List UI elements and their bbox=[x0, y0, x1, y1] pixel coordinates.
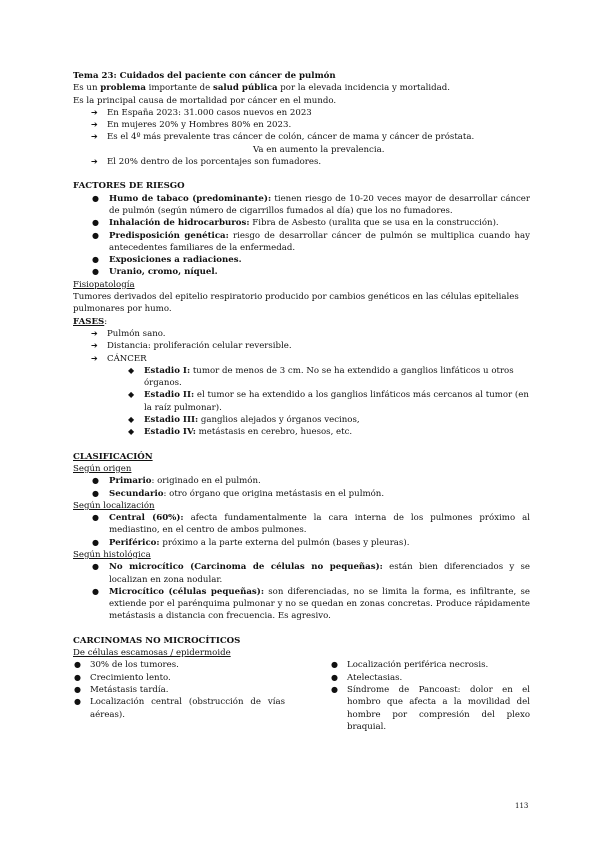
page-number: 113 bbox=[515, 802, 529, 810]
item-text: están bien diferenciados y se localizan en zona nodular. bbox=[109, 562, 530, 585]
page-title: Tema 23: Cuidados del paciente con cáncer de pulmón bbox=[73, 71, 336, 81]
item-text: Fibra de Asbesto (uralita que se usa en la construcción). bbox=[249, 218, 499, 229]
bullet-icon: ● bbox=[74, 697, 81, 707]
arrow-icon: ➔ bbox=[91, 132, 98, 142]
list-item bbox=[73, 217, 530, 229]
bullet-icon: ● bbox=[74, 684, 81, 694]
arrow-icon: ➔ bbox=[91, 341, 98, 351]
intro-text: por la elevada incidencia y mortalidad. bbox=[277, 83, 450, 94]
list-item-text: Distancia: proliferación celular reversible. bbox=[107, 341, 292, 352]
document-page bbox=[73, 70, 530, 733]
diamond-icon: ◆ bbox=[128, 427, 135, 437]
item-bold: No microcítico (Carcinoma de células no pequeñas): bbox=[109, 562, 383, 573]
localizacion-list bbox=[73, 512, 530, 549]
escamosas-list-left bbox=[73, 659, 285, 720]
item-text: próximo a la parte externa del pulmón (bases y pleuras). bbox=[159, 537, 410, 548]
bullet-icon: ● bbox=[74, 672, 81, 682]
item-text: tumor de menos de 3 cm. No se ha extendido a ganglios linfáticos u otros órganos. bbox=[144, 365, 514, 389]
bullet-icon: ● bbox=[92, 562, 99, 572]
subheading-origen: Según origen bbox=[73, 463, 132, 474]
intro-text: Es un bbox=[73, 83, 101, 94]
section-heading-carcinomas: CARCINOMAS NO MICROCÍTICOS bbox=[73, 635, 241, 646]
item-bold: Central (60%): bbox=[109, 513, 184, 524]
diamond-icon: ◆ bbox=[128, 365, 135, 375]
item-text: tienen riesgo de 10-20 veces mayor de desarrollar cáncer de pulmón (según número de cigarrillos fumados al día) que los no fumadores. bbox=[109, 193, 530, 216]
item-bold: Estadio IV: bbox=[144, 427, 196, 438]
intro-bold: problema bbox=[100, 83, 146, 94]
bullet-icon: ● bbox=[92, 476, 99, 486]
histologica-list bbox=[73, 561, 530, 622]
bullet-icon: ● bbox=[92, 488, 99, 498]
list-item bbox=[330, 659, 530, 671]
list-item-text: Pulmón sano. bbox=[107, 328, 166, 339]
list-item-text: Síndrome de Pancoast: dolor en el hombro que afecta a la movilidad del hombre por compresión del plexo braquial. bbox=[347, 684, 530, 732]
list-item bbox=[73, 328, 530, 340]
item-bold: Estadio II: bbox=[144, 390, 195, 401]
bullet-icon: ● bbox=[92, 586, 99, 596]
origen-list bbox=[73, 475, 530, 500]
list-item bbox=[330, 672, 530, 684]
fases-label: FASES bbox=[73, 316, 105, 327]
list-item bbox=[73, 107, 530, 119]
list-item-text: Localización central (obstrucción de vías aéreas). bbox=[90, 697, 285, 720]
fisio-text: Tumores derivados del epitelio respiratorio producido por cambios genéticos en las células epiteliales pulmonares por humo. bbox=[73, 292, 519, 315]
list-item bbox=[73, 389, 530, 414]
section-heading-risk: FACTORES DE RIESGO bbox=[73, 181, 185, 192]
list-item bbox=[73, 131, 530, 143]
list-item-text: El 20% dentro de los porcentajes son fumadores. bbox=[107, 157, 322, 168]
bullet-icon: ● bbox=[92, 267, 99, 277]
list-item-text: Atelectasias. bbox=[347, 672, 403, 683]
section-heading-fases bbox=[73, 316, 530, 328]
list-item bbox=[73, 119, 530, 131]
intro-bold: salud pública bbox=[213, 83, 278, 94]
column-right bbox=[330, 659, 530, 733]
arrow-icon: ➔ bbox=[91, 157, 98, 167]
bullet-icon: ● bbox=[331, 684, 338, 694]
item-bold: Periférico: bbox=[109, 537, 160, 548]
stats-list-tail bbox=[73, 156, 530, 168]
item-bold: Predisposición genética: bbox=[109, 230, 229, 241]
list-item bbox=[73, 696, 285, 721]
list-item-text: Crecimiento lento. bbox=[90, 672, 171, 683]
list-item bbox=[73, 537, 530, 549]
list-item-text: 30% de los tumores. bbox=[90, 660, 179, 671]
escamosas-list-right bbox=[330, 659, 530, 733]
item-text: metástasis en cerebro, huesos, etc. bbox=[195, 427, 353, 438]
bullet-icon: ● bbox=[92, 230, 99, 240]
stats-list bbox=[73, 107, 530, 144]
intro-line-1 bbox=[73, 82, 530, 94]
arrow-icon: ➔ bbox=[91, 107, 98, 117]
intro-line-2: Es la principal causa de mortalidad por cáncer en el mundo. bbox=[73, 95, 337, 106]
item-bold: Uranio, cromo, níquel. bbox=[109, 267, 218, 278]
list-item bbox=[73, 426, 530, 438]
subheading-histologica: Según histológica bbox=[73, 549, 151, 560]
list-item-text: En mujeres 20% y Hombres 80% en 2023. bbox=[107, 120, 292, 131]
item-bold: Humo de tabaco (predominante): bbox=[109, 193, 272, 204]
item-text: : otro órgano que origina metástasis en el pulmón. bbox=[163, 488, 385, 499]
item-bold: Inhalación de hidrocarburos: bbox=[109, 218, 250, 229]
fases-list bbox=[73, 328, 530, 365]
list-item bbox=[73, 561, 530, 586]
item-bold: Microcítico (células pequeñas): bbox=[109, 586, 265, 597]
list-item-text: Metástasis tardía. bbox=[90, 684, 169, 695]
list-item bbox=[73, 156, 530, 168]
item-text: afecta fundamentalmente la cara interna de los pulmones próximo al mediastino, en el centro de ambos pulmones. bbox=[109, 513, 530, 536]
list-item bbox=[73, 340, 530, 352]
list-item bbox=[73, 353, 530, 365]
list-item bbox=[73, 684, 285, 696]
list-item bbox=[330, 684, 530, 733]
intro-text: importante de bbox=[145, 83, 214, 94]
list-item bbox=[73, 672, 285, 684]
bullet-icon: ● bbox=[331, 672, 338, 682]
diamond-icon: ◆ bbox=[128, 415, 135, 425]
bullet-icon: ● bbox=[92, 513, 99, 523]
bullet-icon: ● bbox=[74, 660, 81, 670]
subheading-localizacion: Según localización bbox=[73, 500, 155, 511]
list-item bbox=[73, 475, 530, 487]
fases-colon: : bbox=[104, 316, 108, 327]
list-item bbox=[73, 365, 530, 390]
arrow-icon: ➔ bbox=[91, 328, 98, 338]
section-heading-fisio: Fisiopatología bbox=[73, 279, 135, 290]
section-heading-clasificacion: CLASIFICACIÓN bbox=[73, 451, 153, 462]
list-item bbox=[73, 488, 530, 500]
arrow-icon: ➔ bbox=[91, 120, 98, 130]
bullet-icon: ● bbox=[331, 660, 338, 670]
list-item bbox=[73, 414, 530, 426]
list-item bbox=[73, 230, 530, 255]
list-item bbox=[73, 659, 285, 671]
item-bold: Estadio III: bbox=[144, 415, 199, 426]
item-text: son diferenciadas, no se limita la forma, es infiltrante, se extiende por el parénquima pulmonar y no se quedan en zonas concretas. Produce rápidamente metástasis a distancia con frecuencia. Es agresivo. bbox=[109, 586, 530, 622]
list-item bbox=[73, 193, 530, 218]
list-item-text: Localización periférica necrosis. bbox=[347, 660, 489, 671]
item-text: riesgo de desarrollar cáncer de pulmón se multiplica cuando hay antecedentes familiares de la enfermedad. bbox=[109, 230, 530, 253]
risk-list bbox=[73, 193, 530, 279]
item-text: ganglios alejados y órganos vecinos, bbox=[198, 415, 360, 426]
two-column-block bbox=[73, 659, 530, 733]
list-item-text: CÁNCER bbox=[107, 353, 147, 364]
subheading-escamosas: De células escamosas / epidermoide bbox=[73, 648, 231, 659]
arrow-icon: ➔ bbox=[91, 353, 98, 363]
item-bold: Exposiciones a radiaciones. bbox=[109, 255, 242, 266]
bullet-icon: ● bbox=[92, 193, 99, 203]
stages-list bbox=[73, 365, 530, 439]
list-item bbox=[73, 586, 530, 623]
list-item bbox=[73, 266, 530, 278]
stats-center-note: Va en aumento la prevalencia. bbox=[253, 144, 385, 155]
list-item-text: En España 2023: 31.000 casos nuevos en 2023 bbox=[107, 107, 312, 118]
bullet-icon: ● bbox=[92, 255, 99, 265]
item-bold: Estadio I: bbox=[144, 365, 191, 376]
column-left bbox=[73, 659, 285, 733]
item-bold: Secundario bbox=[109, 488, 164, 499]
list-item bbox=[73, 512, 530, 537]
bullet-icon: ● bbox=[92, 537, 99, 547]
diamond-icon: ◆ bbox=[128, 390, 135, 400]
item-text: el tumor se ha extendido a los ganglios linfáticos más cercanos al tumor (en la raíz pulmonar). bbox=[144, 390, 529, 413]
list-item-text: Es el 4º más prevalente tras cáncer de colón, cáncer de mama y cáncer de próstata. bbox=[107, 132, 475, 143]
item-bold: Primario bbox=[109, 476, 152, 487]
item-text: : originado en el pulmón. bbox=[151, 476, 261, 487]
bullet-icon: ● bbox=[92, 218, 99, 228]
list-item bbox=[73, 254, 530, 266]
